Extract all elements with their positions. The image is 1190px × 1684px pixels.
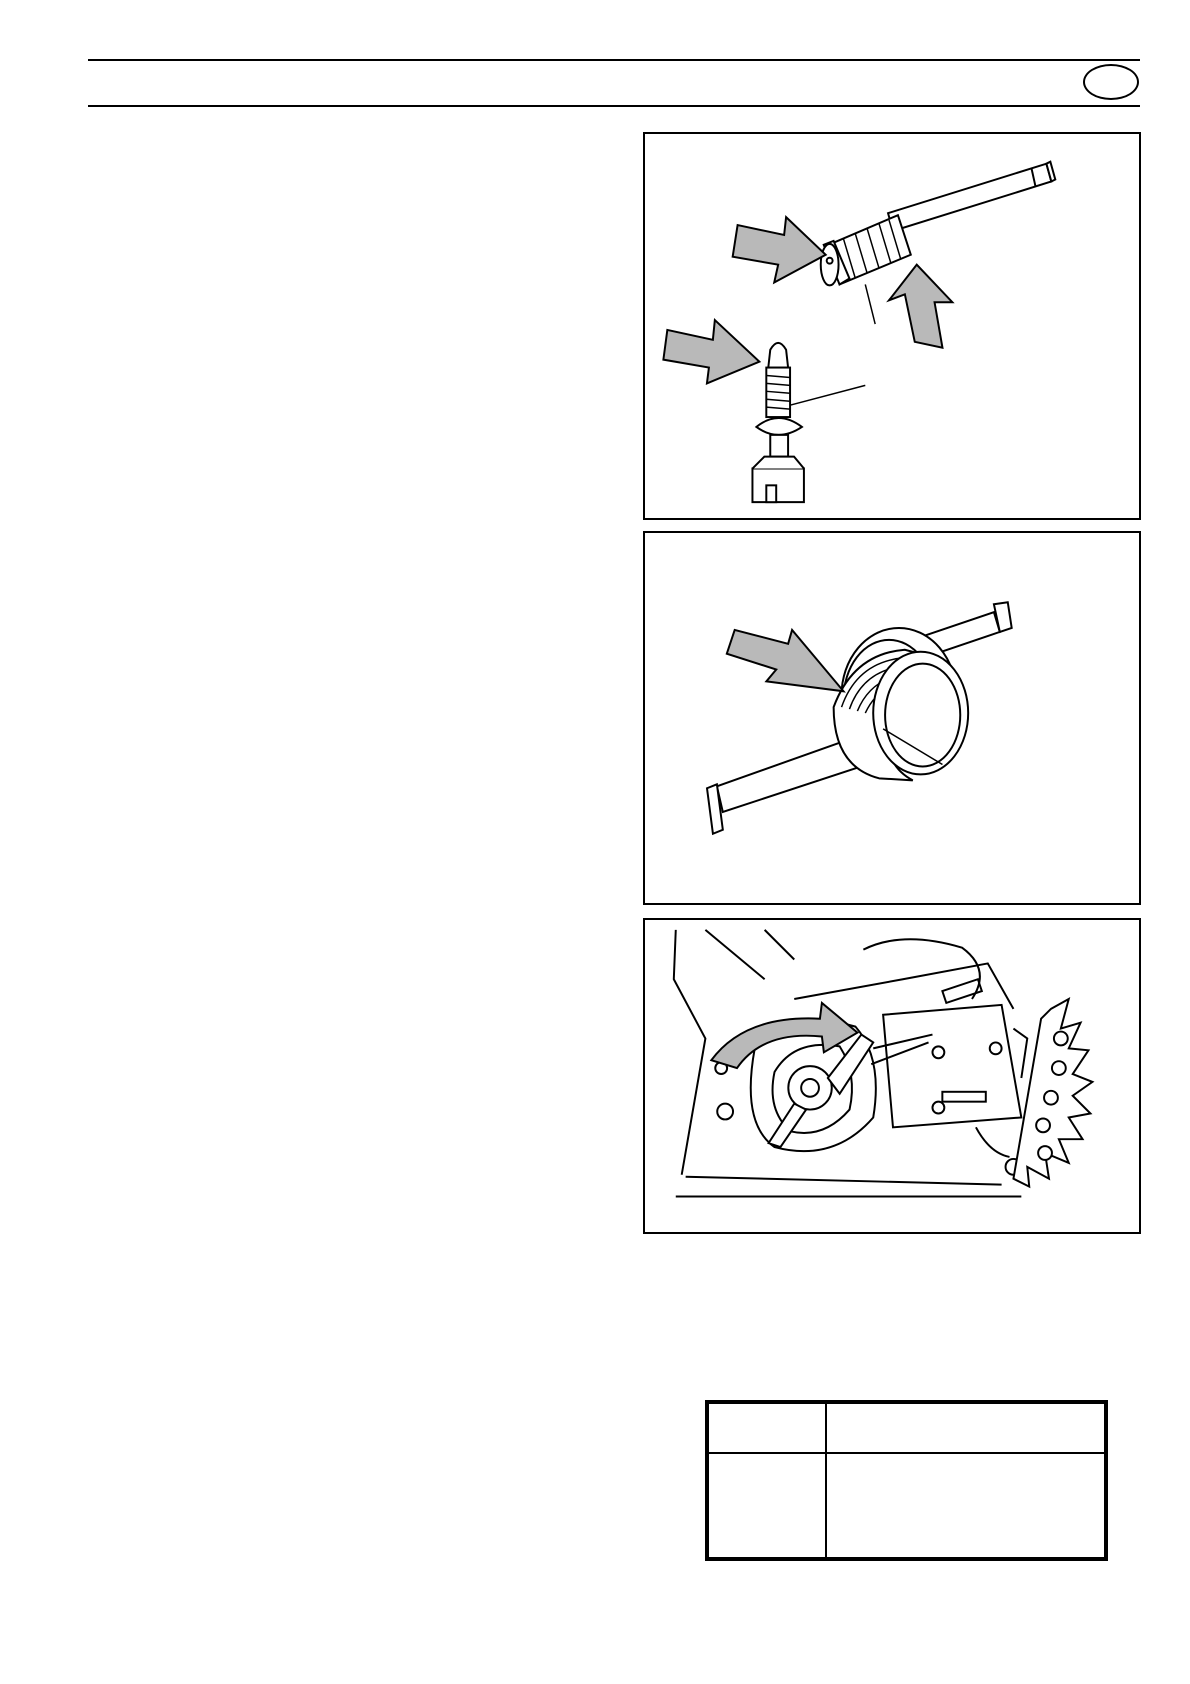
gray-arrow-icon — [727, 630, 844, 691]
table-header-cell — [708, 1403, 826, 1453]
spanner-ring-tool-illustration — [645, 533, 1139, 903]
figure-spanner-ring-tool — [643, 531, 1141, 905]
language-badge — [1083, 64, 1139, 100]
header-bottom-rule — [88, 105, 1140, 107]
gray-arrow-icon — [733, 217, 826, 282]
engine-assembly-illustration — [645, 920, 1139, 1232]
gray-arrow-icon — [889, 265, 952, 348]
figure-engine-assembly — [643, 918, 1141, 1234]
table-header-cell — [826, 1403, 1105, 1453]
table-cell — [826, 1453, 1105, 1558]
table-cell — [708, 1453, 826, 1558]
spec-table-grid — [707, 1402, 1106, 1559]
adjusting-bolt — [752, 343, 865, 502]
header-top-rule — [88, 59, 1140, 61]
threaded-ring — [834, 628, 969, 780]
tool-shaft-and-bolt-illustration — [645, 134, 1139, 518]
figure-tool-shaft-and-bolt — [643, 132, 1141, 520]
spec-table — [705, 1400, 1108, 1561]
table-row — [708, 1453, 1105, 1558]
table-header-row — [708, 1403, 1105, 1453]
gray-arrow-icon — [663, 320, 759, 383]
cog-wheel — [1013, 999, 1092, 1187]
